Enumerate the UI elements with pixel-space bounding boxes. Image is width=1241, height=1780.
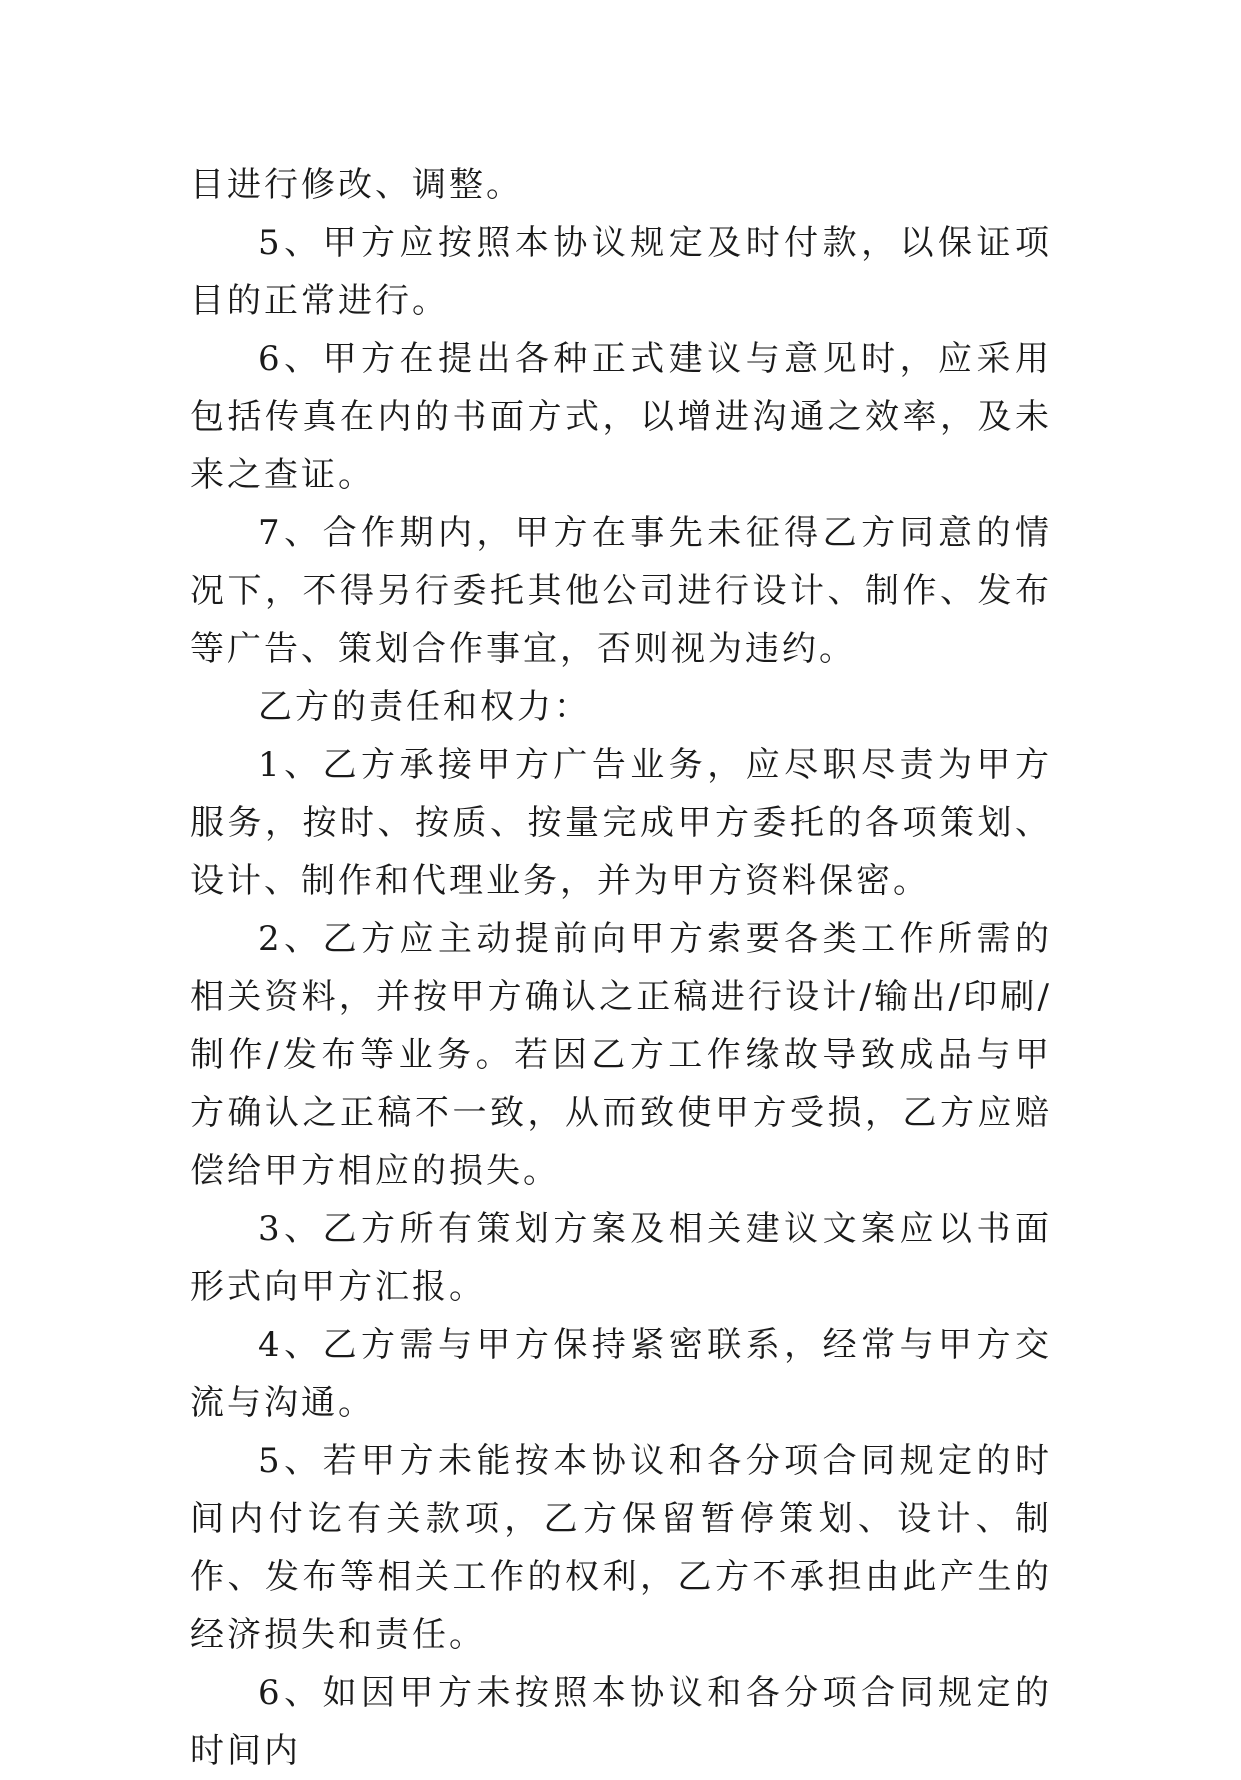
paragraph-party-b-item-2: 2、乙方应主动提前向甲方索要各类工作所需的相关资料，并按甲方确认之正稿进行设计/输出/印刷/制作/发布等业务。若因乙方工作缘故导致成品与甲方确认之正稿不一致，从而致使甲方受损，乙方应赔偿给甲方相应的损失。 [190,919,1052,1191]
paragraph-party-b-item-4: 4、乙方需与甲方保持紧密联系，经常与甲方交流与沟通。 [190,1325,1052,1423]
paragraph-continuation: 目进行修改、调整。 [190,165,523,205]
paragraph-party-a-item-6: 6、甲方在提出各种正式建议与意见时，应采用包括传真在内的书面方式，以增进沟通之效率，及未来之查证。 [190,339,1052,495]
paragraph-party-b-item-5: 5、若甲方未能按本协议和各分项合同规定的时间内付讫有关款项，乙方保留暂停策划、设计、制作、发布等相关工作的权利，乙方不承担由此产生的经济损失和责任。 [190,1441,1052,1655]
document-body [190,156,1052,1780]
paragraph-party-b-item-6: 6、如因甲方未按照本协议和各分项合同规定的时间内 [190,1673,1052,1771]
section-heading-party-b: 乙方的责任和权力： [258,687,591,727]
paragraph-party-a-item-5: 5、甲方应按照本协议规定及时付款，以保证项目的正常进行。 [190,223,1052,321]
paragraph-party-b-item-3: 3、乙方所有策划方案及相关建议文案应以书面形式向甲方汇报。 [190,1209,1052,1307]
paragraph-party-b-item-1: 1、乙方承接甲方广告业务，应尽职尽责为甲方服务，按时、按质、按量完成甲方委托的各项策划、设计、制作和代理业务，并为甲方资料保密。 [190,745,1052,901]
paragraph-party-a-item-7: 7、合作期内，甲方在事先未征得乙方同意的情况下，不得另行委托其他公司进行设计、制作、发布等广告、策划合作事宜，否则视为违约。 [190,513,1052,669]
